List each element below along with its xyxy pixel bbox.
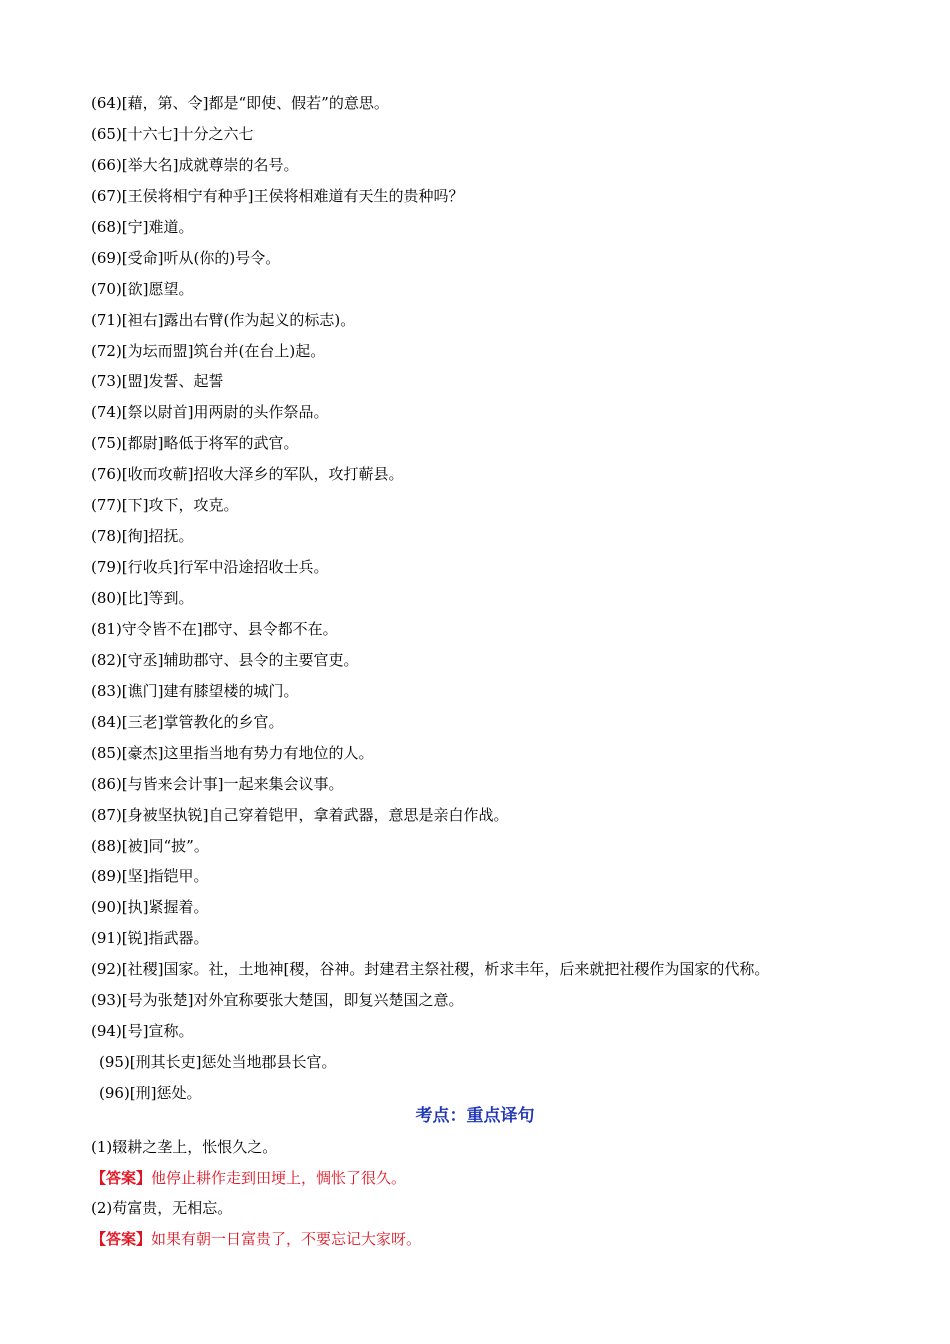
annotation-item: (72)[为坛而盟]筑台并(在台上)起。 bbox=[91, 341, 326, 360]
annotation-item: (65)[十六七]十分之六七 bbox=[91, 124, 254, 143]
annotation-item: (66)[举大名]成就尊崇的名号。 bbox=[91, 155, 299, 174]
annotation-item: (89)[坚]指铠甲。 bbox=[91, 867, 209, 886]
annotation-item: (71)[袒右]露出右臂(作为起义的标志)。 bbox=[91, 310, 356, 329]
translation-question: (1)辍耕之垄上，怅恨久之。 bbox=[91, 1138, 278, 1156]
annotation-item: (85)[豪杰]这里指当地有势力有地位的人。 bbox=[91, 743, 374, 762]
annotation-item: (87)[身被坚执锐]自己穿着铠甲，拿着武器，意思是亲白作战。 bbox=[91, 805, 509, 824]
annotation-list bbox=[91, 88, 891, 1109]
annotation-item: (94)[号]宣称。 bbox=[91, 1022, 194, 1041]
annotation-item: (90)[执]紧握着。 bbox=[91, 898, 209, 917]
translation-question: (2)苟富贵，无相忘。 bbox=[91, 1199, 233, 1217]
annotation-item: (76)[收而攻蕲]招收大泽乡的军队，攻打蕲县。 bbox=[91, 465, 404, 484]
answer-text: 如果有朝一日富贵了，不要忘记大家呀。 bbox=[151, 1229, 422, 1248]
annotation-item: (75)[都尉]略低于将军的武官。 bbox=[91, 434, 299, 453]
annotation-item: (96)[刑]惩处。 bbox=[99, 1084, 202, 1102]
annotation-item: (93)[号为张楚]对外宜称要张大楚国，即复兴楚国之意。 bbox=[91, 991, 464, 1010]
annotation-item: (88)[被]同“披”。 bbox=[91, 836, 209, 855]
annotation-item: (74)[祭以尉首]用两尉的头作祭品。 bbox=[91, 403, 329, 422]
translation-answer bbox=[91, 1163, 891, 1194]
annotation-item: (95)[刑其长吏]惩处当地郡县长官。 bbox=[99, 1053, 337, 1072]
annotation-item: (80)[比]等到。 bbox=[91, 589, 194, 607]
annotation-item: (69)[受命]听从(你的)号令。 bbox=[91, 248, 281, 267]
annotation-item: (64)[藉，第、令]都是“即使、假若”的意思。 bbox=[91, 94, 389, 112]
translation-answer bbox=[91, 1224, 891, 1255]
annotation-item: (70)[欲]愿望。 bbox=[91, 279, 194, 298]
annotation-item: (83)[谯门]建有膝望楼的城门。 bbox=[91, 681, 299, 700]
annotation-item: (92)[社稷]国家。社，土地神[稷，谷神。封建君主祭社稷，析求丰年，后来就把社稷作为国家的代称。 bbox=[91, 960, 770, 979]
annotation-item: (79)[行收兵]行军中沿途招收士兵。 bbox=[91, 558, 329, 577]
annotation-item: (77)[下]攻下，攻克。 bbox=[91, 496, 239, 515]
annotation-item: (68)[宁]难道。 bbox=[91, 217, 194, 236]
answer-tag: 【答案】 bbox=[91, 1168, 152, 1187]
annotation-item: (84)[三老]掌管教化的乡官。 bbox=[91, 712, 284, 731]
annotation-item: (81)守令皆不在]郡守、县令都不在。 bbox=[91, 619, 338, 638]
annotation-item: (82)[守丞]辅助郡守、县令的主要官吏。 bbox=[91, 650, 359, 669]
answer-text: 他停止耕作走到田埂上，惆怅了很久。 bbox=[151, 1168, 407, 1187]
annotation-item: (73)[盟]发誓、起誓 bbox=[91, 372, 224, 391]
annotation-item: (78)[徇]招抚。 bbox=[91, 527, 194, 546]
annotation-item: (86)[与皆来会计事]一起来集会议事。 bbox=[91, 774, 344, 793]
annotation-item: (91)[锐]指武器。 bbox=[91, 929, 209, 948]
answer-tag: 【答案】 bbox=[91, 1229, 152, 1248]
annotation-item: (67)[王侯将相宁有种乎]王侯将相难道有天生的贵种吗？ bbox=[91, 186, 464, 205]
section-heading: 考点：重点译句 bbox=[415, 1106, 535, 1126]
translation-list bbox=[91, 1132, 891, 1254]
